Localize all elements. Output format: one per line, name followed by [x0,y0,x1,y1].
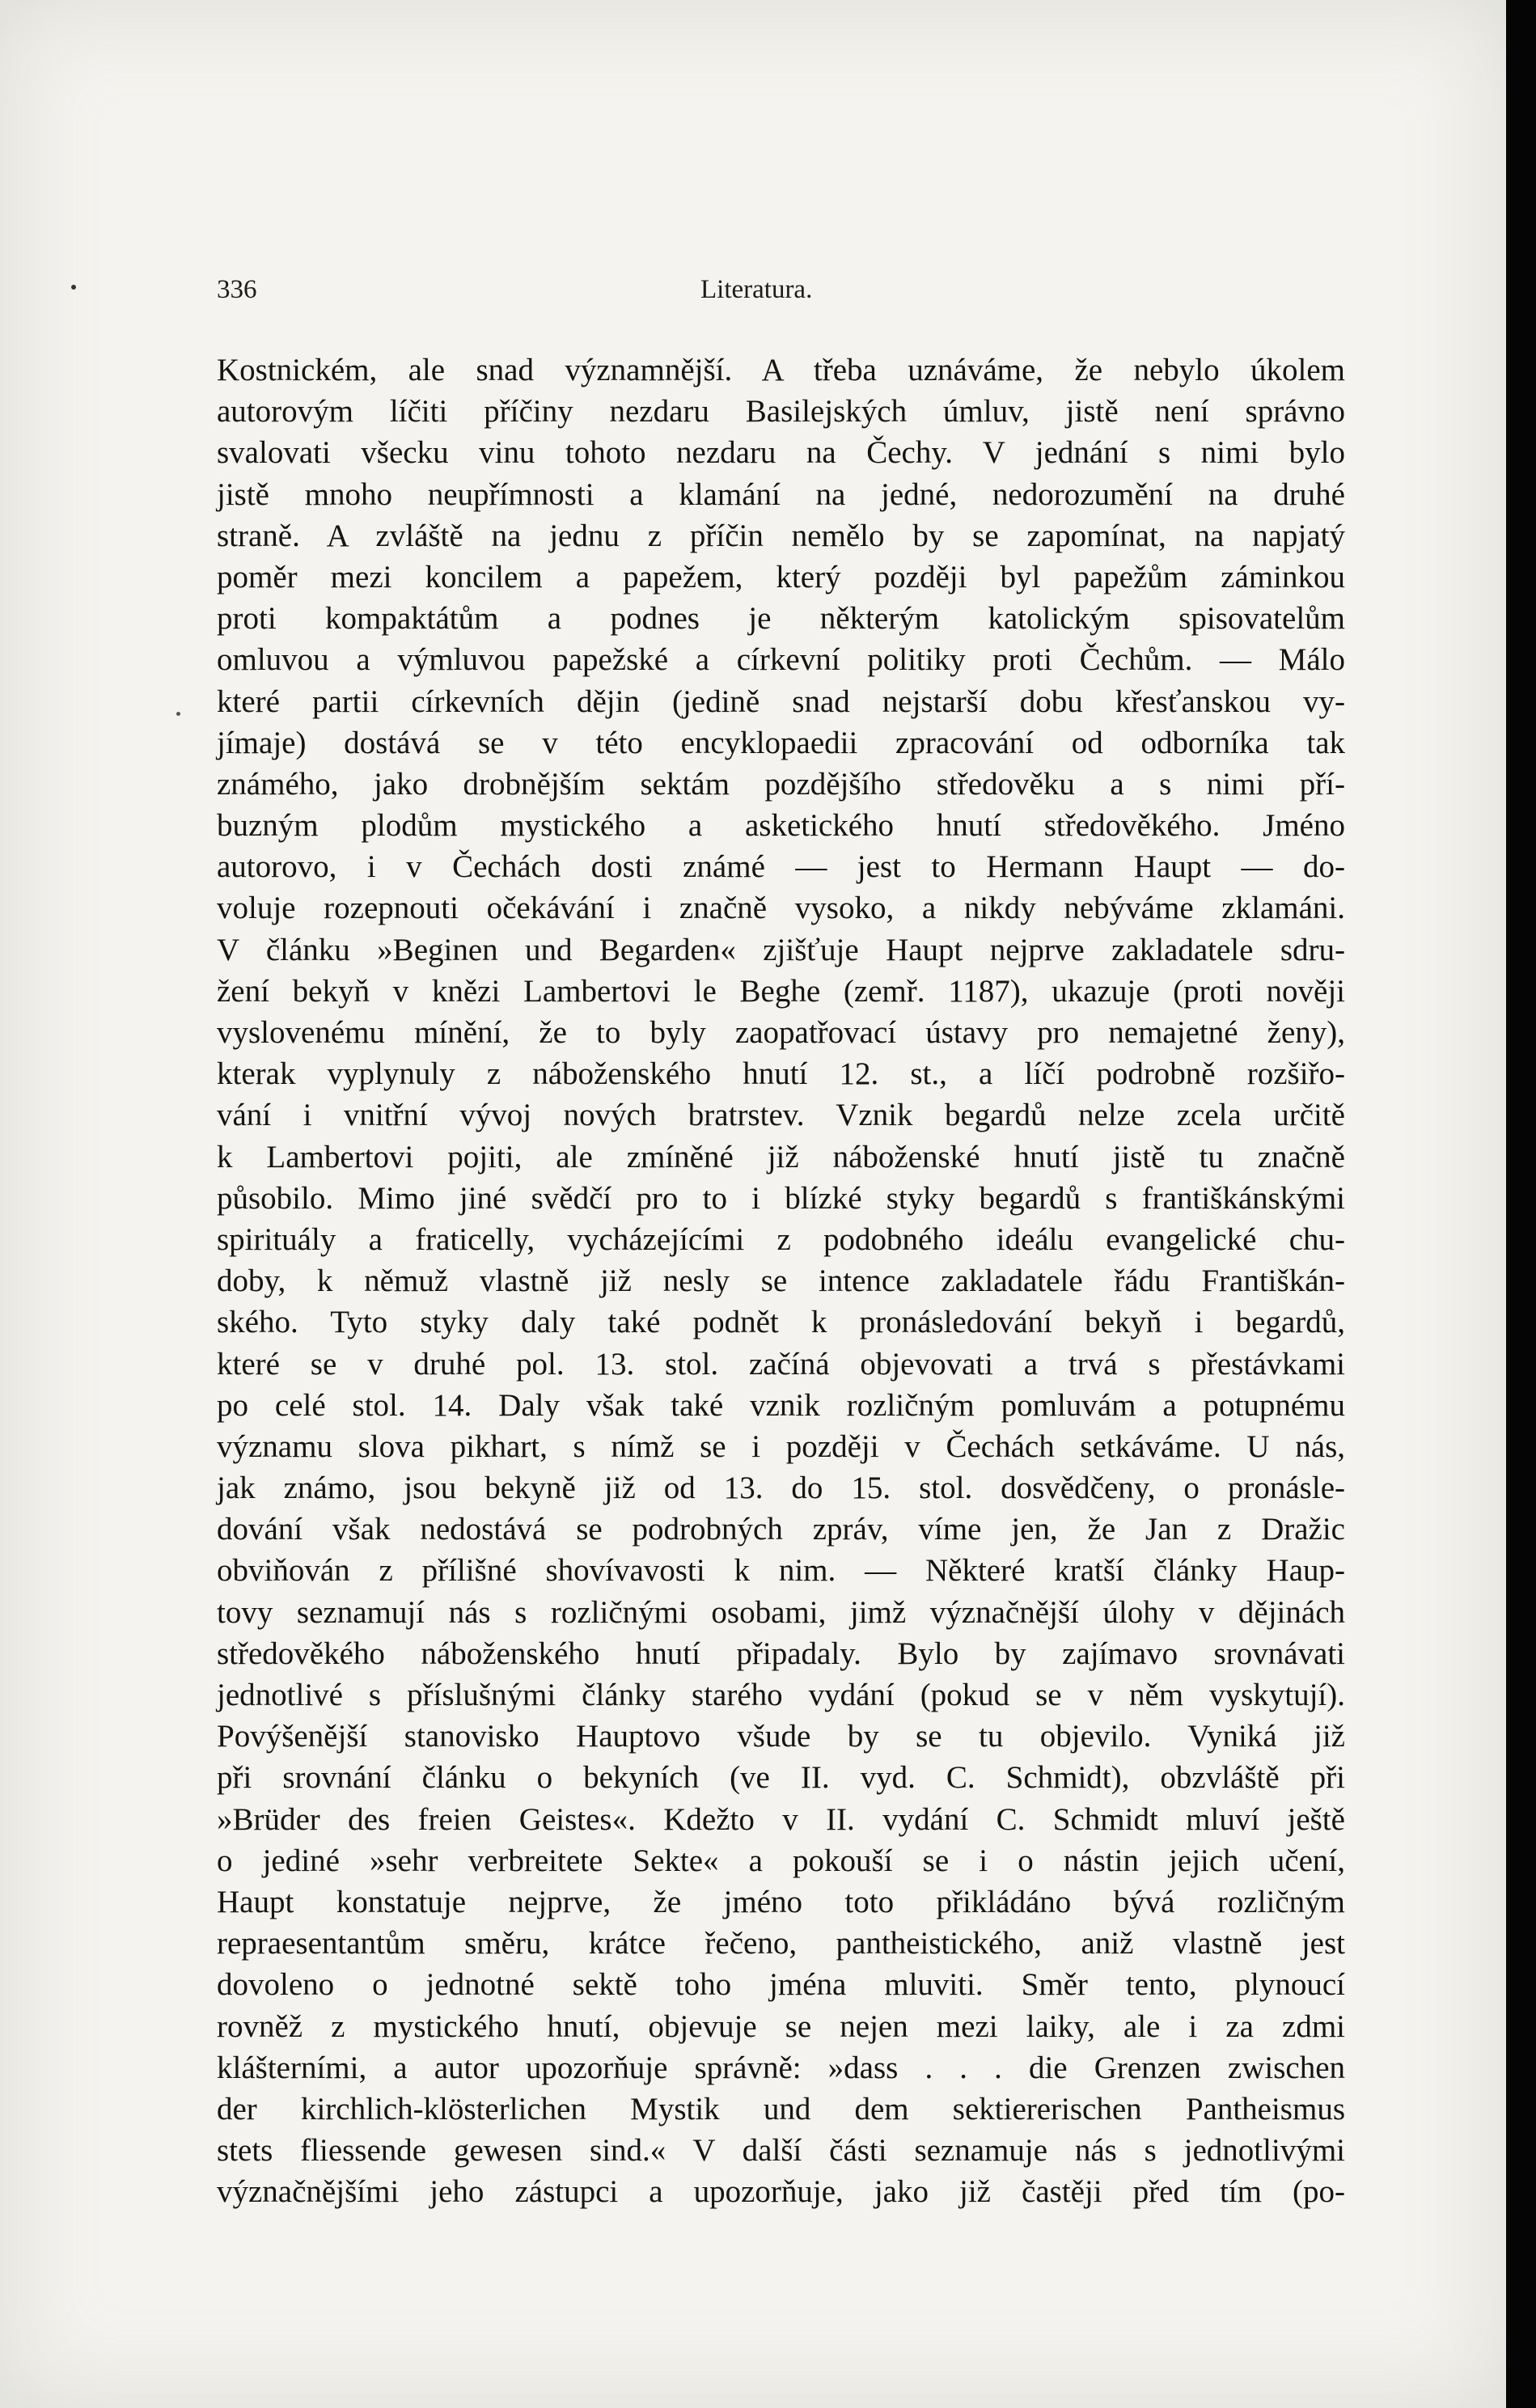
text-line: vání i vnitřní vývoj nových bratrstev. Vznik begardů nelze zcela určitě [217,1098,1345,1133]
text-line: Povýšenější stanovisko Hauptovo všude by se tu objevilo. Vyniká již [217,1719,1345,1754]
text-line: Kostnickém, ale snad významnější. A třeba uznáváme, že nebylo úkolem [217,353,1345,387]
running-title: Literatura. [700,275,813,304]
text-line: V článku »Beginen und Begarden« zjišťuje Haupt nejprve zakladatele sdru- [217,932,1345,967]
body-text [217,349,1345,2212]
text-line: straně. A zvláště na jednu z příčin nemělo by se zapomínat, na napjatý [217,518,1345,553]
text-line: tovy seznamují nás s rozličnými osobami, jimž význačnější úlohy v dějinách [217,1594,1345,1630]
text-line: buzným plodům mystického a asketického hnutí středověkého. Jméno [217,808,1345,844]
text-line: dovoleno o jednotné sektě toho jména mluviti. Směr tento, plynoucí [217,1967,1345,2003]
text-line: po celé stol. 14. Daly však také vznik rozličným pomluvám a potupnému [217,1387,1345,1423]
text-line: kterak vyplynuly z náboženského hnutí 12. st., a líčí podrobně rozšiřo- [217,1056,1345,1092]
text-line: které se v druhé pol. 13. stol. začíná objevovati a trvá s přestávkami [217,1346,1345,1382]
text-line: jistě mnoho neupřímnosti a klamání na jedné, nedorozumění na druhé [217,476,1345,512]
text-line: k Lambertovi pojiti, ale zmíněné již náboženské hnutí jistě tu značně [217,1139,1345,1174]
text-line: »Brüder des freien Geistes«. Kdežto v II. vydání C. Schmidt mluví ještě [217,1801,1345,1837]
text-line: omluvou a výmluvou papežské a církevní politiky proti Čechům. — Málo [217,642,1345,678]
scan-border [1506,0,1536,2408]
text-line: působilo. Mimo jiné svědčí pro to i blízké styky begardů s františkánskými [217,1180,1345,1216]
text-line: jímaje) dostává se v této encyklopaedii zpracování od odborníka tak [217,725,1345,760]
text-line: jednotlivé s příslušnými články starého vydání (pokud se v něm vyskytují). [217,1678,1345,1712]
text-line: Haupt konstatuje nejprve, že jméno toto přikládáno bývá rozličným [217,1884,1345,1919]
text-line: významu slova pikhart, s nímž se i později v Čechách setkáváme. U nás, [217,1428,1345,1464]
text-line: o jediné »sehr verbreitete Sekte« a pokouší se i o nástin jejich učení, [217,1843,1345,1878]
text-line: význačnějšími jeho zástupci a upozorňuje, jako již častěji před tím (po- [217,2174,1345,2210]
text-line: repraesentantům směru, krátce řečeno, pantheistického, aniž vlastně jest [217,1926,1345,1962]
text-line: voluje rozepnouti očekávání i značně vysoko, a nikdy nebýváme zklamáni. [217,891,1345,926]
text-line: der kirchlich-klösterlichen Mystik und dem sektiererischen Pantheismus [217,2091,1345,2127]
text-line: obviňován z přílišné shovívavosti k nim. — Některé kratší články Haup- [217,1553,1345,1589]
text-line: ského. Tyto styky daly také podnět k pronásledování bekyň i begardů, [217,1305,1345,1340]
text-line: středověkého náboženského hnutí připadaly. Bylo by zajímavo srovnávati [217,1636,1345,1671]
text-line: vyslovenému mínění, že to byly zaopatřovací ústavy pro nemajetné ženy), [217,1015,1345,1050]
text-line: autorovo, i v Čechách dosti známé — jest to Hermann Haupt — do- [217,849,1345,885]
text-line: stets fliessende gewesen sind.« V další části seznamuje nás s jednotlivými [217,2133,1345,2169]
text-line: jak známo, jsou bekyně již od 13. do 15. stol. dosvědčeny, o pronásle- [217,1471,1345,1506]
page-header [217,275,1345,324]
text-line: svalovati všecku vinu tohoto nezdaru na Čechy. V jednání s nimi bylo [217,435,1345,471]
scan-speck [176,712,180,716]
text-line: doby, k němuž vlastně již nesly se intence zakladatele řádu Františkán- [217,1263,1345,1299]
text-line: žení bekyň v knězi Lambertovi le Beghe (zemř. 1187), ukazuje (proti nověji [217,973,1345,1009]
text-line: poměr mezi koncilem a papežem, který později byl papežům záminkou [217,559,1345,595]
text-line: které partii církevních dějin (jedině snad nejstarší dobu křesťanskou vy- [217,683,1345,719]
text-line: spirituály a fraticelly, vycházejícími z podobného ideálu evangelické chu- [217,1221,1345,1257]
text-line: klášterními, a autor upozorňuje správně: »dass . . . die Grenzen zwischen [217,2050,1345,2085]
text-line: autorovým líčiti příčiny nezdaru Basilejských úmluv, jistě není správno [217,394,1345,430]
scan-speck [71,285,76,290]
text-line: rovněž z mystického hnutí, objevuje se nejen mezi laiky, ale i za zdmi [217,2008,1345,2044]
text-line: při srovnání článku o bekyních (ve II. vyd. C. Schmidt), obzvláště při [217,1760,1345,1796]
page-number: 336 [217,275,257,304]
text-line: proti kompaktátům a podnes je některým katolickým spisovatelům [217,601,1345,637]
text-line: dování však nedostává se podrobných zpráv, víme jen, že Jan z Dražic [217,1512,1345,1547]
text-line: známého, jako drobnějším sektám pozdějšího středověku a s nimi pří- [217,766,1345,802]
